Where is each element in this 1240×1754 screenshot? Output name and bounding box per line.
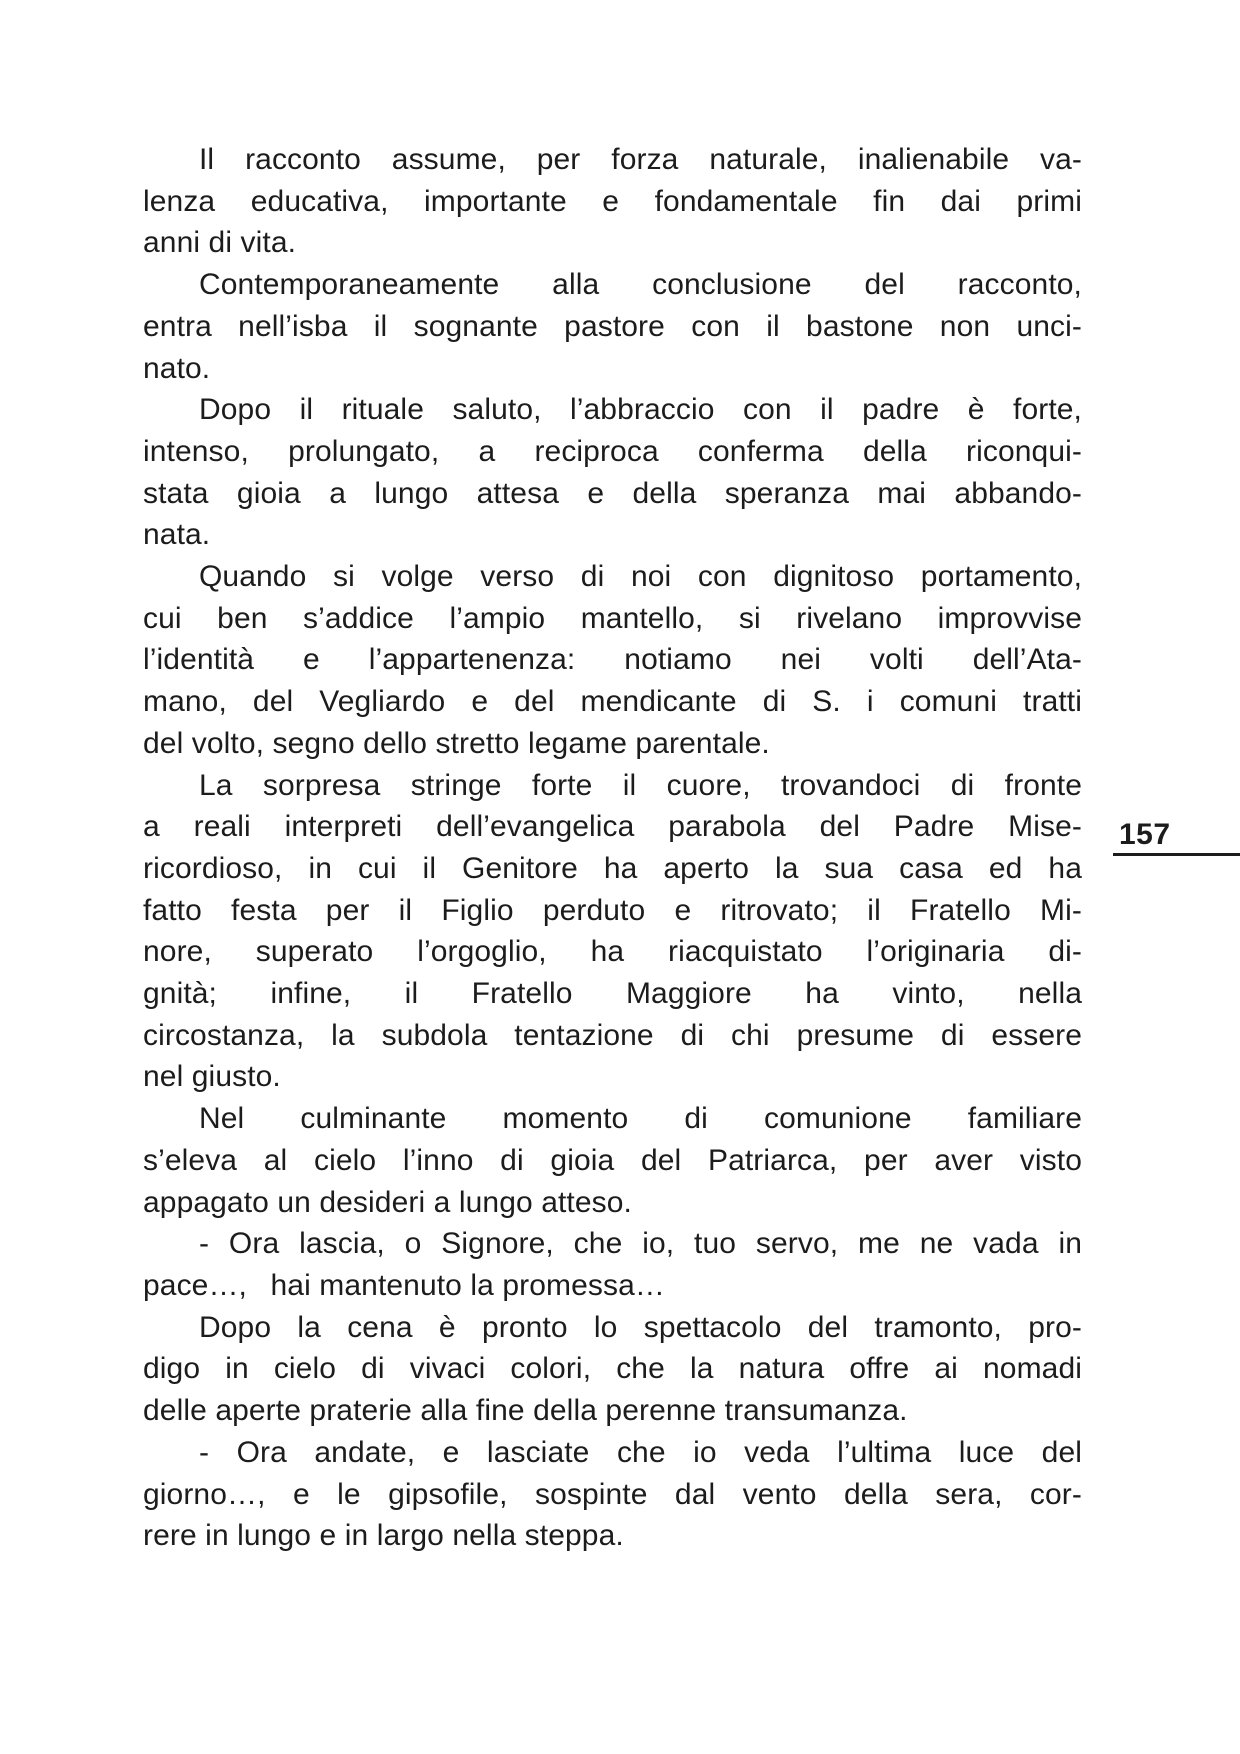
text-line: circostanza, la subdola tentazione di chi presume di essere — [143, 1018, 1082, 1052]
paragraph — [143, 556, 1082, 765]
text-line: nata. — [143, 518, 211, 552]
text-block — [143, 139, 1082, 1557]
text-line: entra nell’isba il sognante pastore con il bastone non unci- — [143, 309, 1082, 343]
text-line: appagato un desideri a lungo atteso. — [143, 1185, 632, 1219]
text-line: digo in cielo di vivaci colori, che la natura offre ai nomadi — [143, 1352, 1082, 1386]
text-line: pace…, hai mantenuto la promessa… — [143, 1268, 665, 1302]
text-line: Quando si volge verso di noi con dignitoso portamento, — [199, 560, 1082, 594]
text-line: rere in lungo e in largo nella steppa. — [143, 1519, 624, 1553]
text-line: stata gioia a lungo attesa e della speranza mai abbando- — [143, 476, 1082, 510]
text-line: - Ora lascia, o Signore, che io, tuo servo, me ne vada in — [199, 1227, 1082, 1261]
text-line: intenso, prolungato, a reciproca conferma della riconqui- — [143, 434, 1082, 468]
paragraph — [143, 765, 1082, 1099]
text-line: nato. — [143, 351, 211, 385]
text-line: Dopo il rituale saluto, l’abbraccio con il padre è forte, — [199, 393, 1082, 427]
text-line: Il racconto assume, per forza naturale, inalienabile va- — [199, 143, 1082, 176]
text-line: Nel culminante momento di comunione familiare — [199, 1102, 1082, 1136]
text-line: lenza educativa, importante e fondamentale fin dai primi — [143, 184, 1082, 218]
text-line: anni di vita. — [143, 226, 297, 260]
text-line: del volto, segno dello stretto legame parentale. — [143, 726, 770, 760]
paragraph — [143, 1432, 1082, 1557]
paragraph — [143, 1307, 1082, 1432]
paragraph — [143, 139, 1082, 264]
text-line: a reali interpreti dell’evangelica parabola del Padre Mise- — [143, 810, 1082, 844]
text-line: mano, del Vegliardo e del mendicante di S. i comuni tratti — [143, 685, 1082, 719]
text-line: - Ora andate, e lasciate che io veda l’ultima luce del — [199, 1435, 1082, 1469]
page-number: 157 — [1119, 818, 1171, 851]
text-line: giorno…, e le gipsofile, sospinte dal vento della sera, cor- — [143, 1477, 1082, 1511]
text-line: nore, superato l’orgoglio, ha riacquistato l’originaria di- — [143, 935, 1082, 969]
text-line: Contemporaneamente alla conclusione del racconto, — [199, 268, 1082, 302]
paragraph — [143, 1223, 1082, 1306]
text-line: delle aperte praterie alla fine della perenne transumanza. — [143, 1394, 908, 1428]
text-line: s’eleva al cielo l’inno di gioia del Patriarca, per aver visto — [143, 1143, 1082, 1177]
text-line: cui ben s’addice l’ampio mantello, si rivelano improvvise — [143, 601, 1082, 635]
text-line: Dopo la cena è pronto lo spettacolo del tramonto, pro- — [199, 1310, 1082, 1344]
text-line: l’identità e l’appartenenza: notiamo nei volti dell’Ata- — [143, 643, 1082, 677]
paragraph — [143, 264, 1082, 389]
paragraph — [143, 1098, 1082, 1223]
paragraph — [143, 389, 1082, 556]
text-line: ricordioso, in cui il Genitore ha aperto la sua casa ed ha — [143, 851, 1082, 885]
text-line: nel giusto. — [143, 1060, 281, 1094]
page-number-rule — [1113, 816, 1240, 856]
text-line: fatto festa per il Figlio perduto e ritrovato; il Fratello Mi- — [143, 893, 1082, 927]
text-line: gnità; infine, il Fratello Maggiore ha vinto, nella — [143, 977, 1082, 1011]
text-line: La sorpresa stringe forte il cuore, trovandoci di fronte — [199, 768, 1082, 802]
